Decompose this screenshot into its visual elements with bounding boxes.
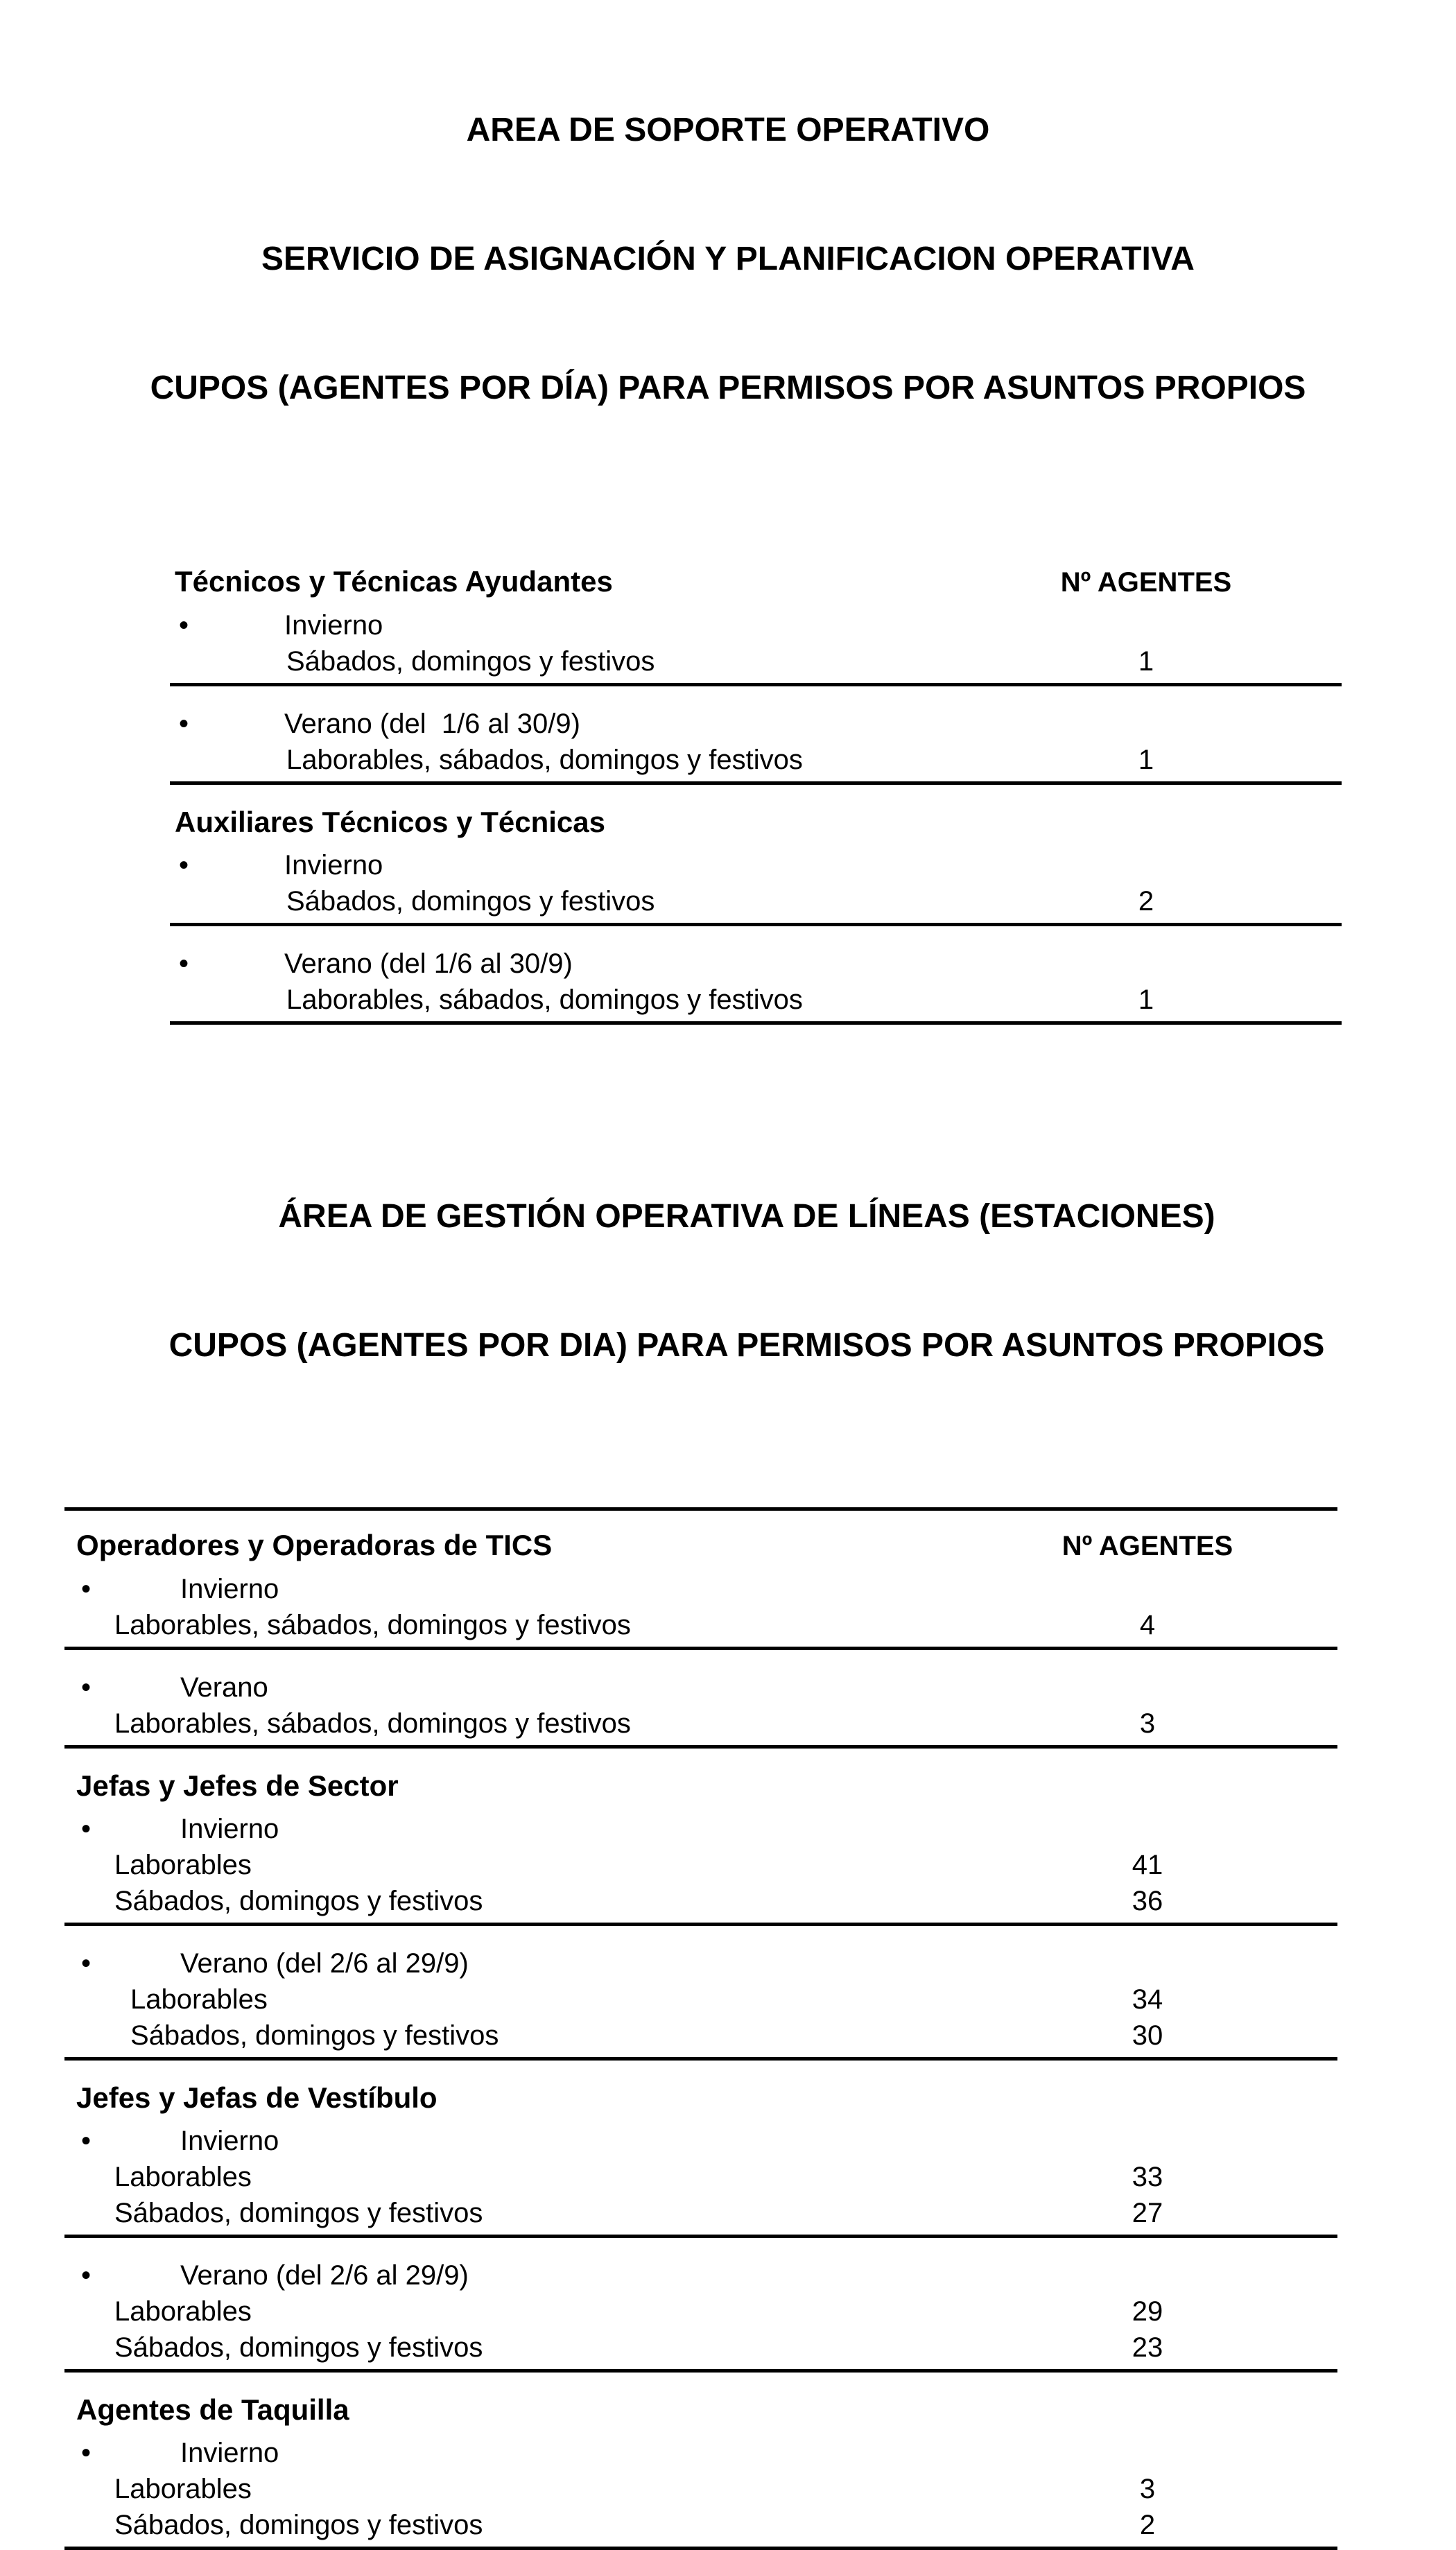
quota-row: [64, 1607, 1337, 1643]
agent-count: 33: [1132, 2162, 1163, 2192]
quota-row: [170, 883, 1342, 919]
group-title: Técnicos y Técnicas Ayudantes: [175, 565, 613, 598]
quota-block: [64, 2257, 1337, 2373]
group-header-row: [64, 1527, 1337, 1564]
season-row: [64, 1571, 1337, 1607]
season-label: Invierno: [284, 610, 383, 641]
quota-block: [64, 2123, 1337, 2238]
title-line: AREA DE SOPORTE OPERATIVO: [466, 112, 990, 148]
quota-block: [170, 946, 1342, 1025]
agent-count: 2: [1138, 886, 1154, 917]
title-line: SERVICIO DE ASIGNACIÓN Y PLANIFICACION OPERATIVA: [261, 241, 1195, 277]
quota-row: [64, 2159, 1337, 2195]
season-label: Invierno: [180, 2126, 279, 2156]
season-row: [170, 607, 1342, 643]
bullet-icon: •: [179, 610, 189, 641]
quota-row: [64, 1981, 1337, 2018]
season-label: Invierno: [284, 850, 383, 881]
bullet-icon: •: [179, 948, 189, 979]
group-header-row: [170, 564, 1342, 600]
quota-row: [64, 1706, 1337, 1742]
bullet-icon: •: [81, 2126, 92, 2156]
bullet-icon: •: [81, 1814, 92, 1844]
agent-count: 23: [1132, 2332, 1163, 2363]
quota-block: [64, 1571, 1337, 1650]
group-header-row: [64, 2080, 1337, 2116]
agent-count: 27: [1132, 2198, 1163, 2228]
season-row: [64, 1811, 1337, 1847]
agent-count: 29: [1132, 2296, 1163, 2327]
table-gestion-lineas-estaciones: [64, 1507, 1337, 2550]
season-label: Verano (del 2/6 al 29/9): [180, 2260, 469, 2291]
agent-count: 30: [1132, 2020, 1163, 2051]
quota-row: [64, 1883, 1337, 1919]
agent-count: 3: [1139, 2474, 1156, 2504]
schedule-label: Sábados, domingos y festivos: [114, 2332, 483, 2363]
agent-count: 2: [1139, 2510, 1156, 2540]
quota-block: [170, 607, 1342, 686]
quota-row: [64, 1847, 1337, 1883]
quota-row: [64, 2018, 1337, 2054]
schedule-label: Laborables, sábados, domingos y festivos: [114, 1708, 631, 1739]
bullet-icon: •: [81, 2260, 92, 2291]
schedule-label: Laborables: [130, 1984, 268, 2015]
agent-count: 36: [1132, 1886, 1163, 1916]
quota-row: [64, 2471, 1337, 2507]
quota-block: [170, 847, 1342, 926]
season-label: Verano (del 1/6 al 30/9): [284, 709, 580, 739]
schedule-label: Laborables: [114, 1850, 252, 1880]
title-line: ÁREA DE GESTIÓN OPERATIVA DE LÍNEAS (ESTACIONES): [278, 1198, 1215, 1235]
bullet-icon: •: [81, 1672, 92, 1703]
quota-block: [64, 1669, 1337, 1749]
quota-block: [170, 706, 1342, 785]
agent-count: 1: [1138, 985, 1154, 1015]
bullet-icon: •: [179, 709, 189, 739]
agent-count: 34: [1132, 1984, 1163, 2015]
quota-block: [64, 1945, 1337, 2061]
season-label: Invierno: [180, 1574, 279, 1604]
schedule-label: Laborables: [114, 2296, 252, 2327]
title-line: CUPOS (AGENTES POR DÍA) PARA PERMISOS POR ASUNTOS PROPIOS: [150, 370, 1306, 406]
season-label: Verano: [180, 1672, 268, 1703]
group-title: Auxiliares Técnicos y Técnicas: [175, 806, 605, 838]
bullet-icon: •: [81, 2438, 92, 2468]
quota-row: [64, 2293, 1337, 2330]
quota-row: [170, 982, 1342, 1018]
season-row: [64, 2257, 1337, 2293]
season-label: Verano (del 1/6 al 30/9): [284, 948, 573, 979]
quota-row: [64, 2330, 1337, 2366]
schedule-label: Sábados, domingos y festivos: [286, 886, 655, 917]
agents-column-header: Nº AGENTES: [1060, 567, 1232, 598]
schedule-label: Sábados, domingos y festivos: [130, 2020, 499, 2051]
season-row: [64, 1945, 1337, 1981]
agent-count: 1: [1138, 745, 1154, 775]
schedule-label: Laborables: [114, 2474, 252, 2504]
title-line: CUPOS (AGENTES POR DIA) PARA PERMISOS POR ASUNTOS PROPIOS: [168, 1327, 1325, 1364]
table-soporte-operativo: [170, 564, 1342, 1025]
agents-column-header: Nº AGENTES: [1061, 1531, 1233, 1561]
agent-count: 3: [1139, 1708, 1156, 1739]
quota-block: [64, 2435, 1337, 2550]
group-title: Operadores y Operadoras de TICS: [76, 1529, 553, 1561]
group-title: Jefes y Jefas de Vestíbulo: [76, 2081, 437, 2114]
schedule-label: Sábados, domingos y festivos: [114, 2198, 483, 2228]
season-row: [170, 946, 1342, 982]
schedule-label: Laborables: [114, 2162, 252, 2192]
group-header-row: [170, 804, 1342, 840]
season-row: [170, 847, 1342, 883]
schedule-label: Sábados, domingos y festivos: [114, 2510, 483, 2540]
schedule-label: Laborables, sábados, domingos y festivos: [286, 745, 803, 775]
group-title: Jefas y Jefes de Sector: [76, 1769, 399, 1802]
document-title-soporte: [0, 0, 1456, 453]
quota-row: [170, 643, 1342, 679]
bullet-icon: •: [81, 1948, 92, 1979]
season-label: Invierno: [180, 1814, 279, 1844]
document-title-gestion-lineas: [0, 1109, 1456, 1410]
bullet-icon: •: [179, 850, 189, 881]
agent-count: 4: [1139, 1610, 1156, 1640]
quota-row: [170, 742, 1342, 778]
quota-block: [64, 1811, 1337, 1926]
season-label: Verano (del 2/6 al 29/9): [180, 1948, 469, 1979]
quota-row: [64, 2195, 1337, 2231]
season-label: Invierno: [180, 2438, 279, 2468]
group-title: Agentes de Taquilla: [76, 2393, 349, 2426]
agent-count: 1: [1138, 646, 1154, 677]
schedule-label: Laborables, sábados, domingos y festivos: [114, 1610, 631, 1640]
schedule-label: Sábados, domingos y festivos: [286, 646, 655, 677]
season-row: [64, 2435, 1337, 2471]
schedule-label: Laborables, sábados, domingos y festivos: [286, 985, 803, 1015]
quota-row: [64, 2507, 1337, 2543]
schedule-label: Sábados, domingos y festivos: [114, 1886, 483, 1916]
bullet-icon: •: [81, 1574, 92, 1604]
season-row: [64, 2123, 1337, 2159]
season-row: [64, 1669, 1337, 1706]
group-header-row: [64, 1768, 1337, 1804]
agent-count: 41: [1132, 1850, 1163, 1880]
group-header-row: [64, 2392, 1337, 2428]
season-row: [170, 706, 1342, 742]
